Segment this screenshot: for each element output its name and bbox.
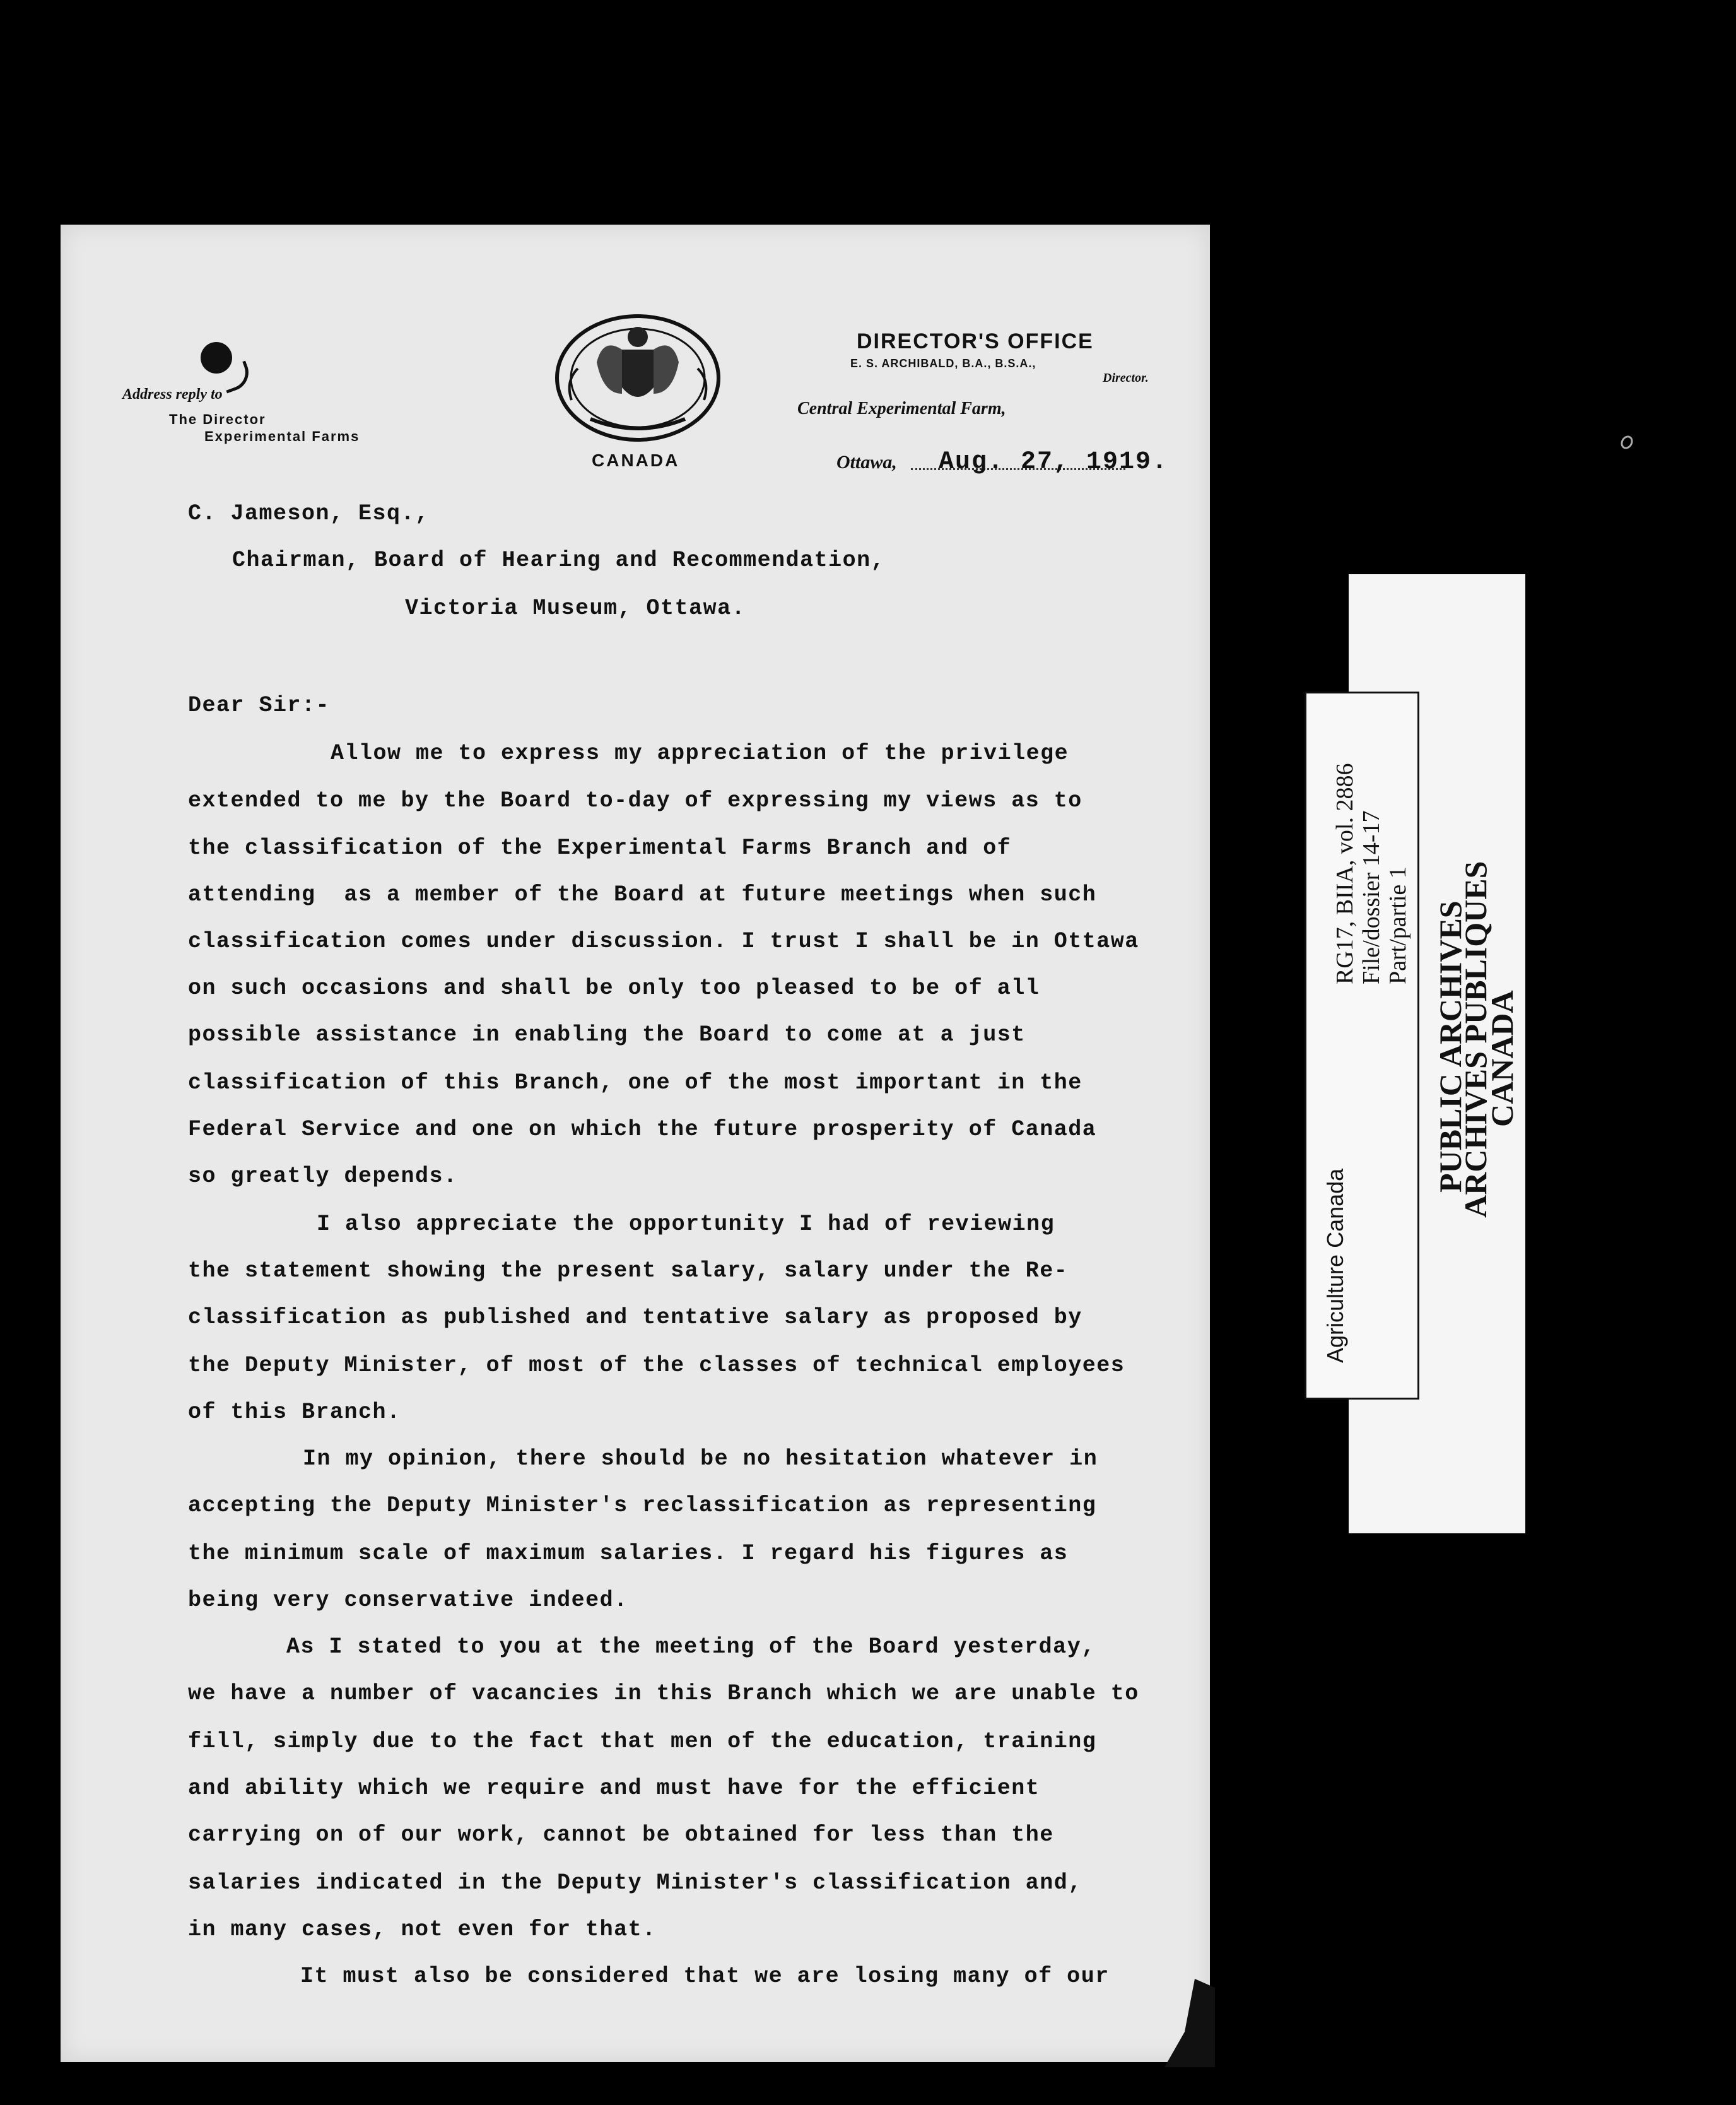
body-line: we have a number of vacancies in this Branch which we are unable to [188, 1681, 1139, 1706]
recipient-title: Chairman, Board of Hearing and Recommendation, [232, 548, 886, 573]
torn-edge [1234, 358, 1278, 825]
address-reply-label: Address reply to [122, 386, 223, 403]
body-line: I also appreciate the opportunity I had of reviewing [317, 1212, 1055, 1237]
body-line: of this Branch. [188, 1400, 401, 1425]
archive-stamp-french: ARCHIVES PUBLIQUES [1458, 861, 1493, 1218]
body-line: on such occasions and shall be only too pleased to be of all [188, 976, 1040, 1001]
department-crest-icon [553, 312, 723, 469]
farm-name: Central Experimental Farm, [797, 399, 1006, 418]
body-line: carrying on of our work, cannot be obtained for less than the [188, 1822, 1054, 1848]
body-line: possible assistance in enabling the Board to come at a just [188, 1022, 1026, 1047]
body-line: being very conservative indeed. [188, 1588, 628, 1613]
body-line: classification comes under discussion. I trust I shall be in Ottawa [188, 929, 1139, 954]
archive-stamp-country: CANADA [1484, 990, 1520, 1127]
archive-reference-volume: RG17, BIIA, vol. 2886 [1332, 763, 1358, 984]
body-line: Federal Service and one on which the future prosperity of Canada [188, 1117, 1097, 1142]
letter-date: Aug. 27, 1919. [939, 448, 1169, 476]
body-line: and ability which we require and must have for the efficient [188, 1776, 1040, 1801]
address-line-farms: Experimental Farms [204, 428, 360, 444]
body-line: attending as a member of the Board at future meetings when such [188, 882, 1097, 907]
archive-reference-part: Part/partie 1 [1385, 866, 1411, 984]
scan-speck [1619, 433, 1636, 451]
body-line: extended to me by the Board to-day of expressing my views as to [188, 788, 1082, 813]
body-line: As I stated to you at the meeting of the Board yesterday, [286, 1634, 1096, 1660]
torn-corner [1164, 1979, 1215, 2067]
body-line: the minimum scale of maximum salaries. I regard his figures as [188, 1541, 1069, 1566]
body-line: Allow me to express my appreciation of the privilege [331, 741, 1069, 766]
salutation: Dear Sir:- [188, 693, 331, 718]
body-line: classification as published and tentative salary as proposed by [188, 1305, 1082, 1330]
body-line: so greatly depends. [188, 1164, 458, 1189]
director-name: E. S. ARCHIBALD, B.A., B.S.A., [850, 357, 1036, 370]
body-line: the Deputy Minister, of most of the classes of technical employees [188, 1353, 1125, 1378]
body-line: the classification of the Experimental Farms Branch and of [188, 835, 1012, 861]
archive-reference-file: File/dossier 14-17 [1358, 810, 1385, 984]
address-line-director: The Director [169, 411, 266, 427]
archive-fonds: Agriculture Canada [1322, 1168, 1348, 1363]
body-line: fill, simply due to the fact that men of the education, training [188, 1729, 1097, 1754]
directors-office-heading: DIRECTOR'S OFFICE [857, 329, 1094, 353]
body-line: classification of this Branch, one of the most important in the [188, 1070, 1082, 1095]
place-name: Ottawa, [836, 452, 897, 473]
recipient-address: Victoria Museum, Ottawa. [405, 596, 746, 621]
body-line: salaries indicated in the Deputy Minister's classification and, [188, 1870, 1082, 1896]
archive-stamp-english: PUBLIC ARCHIVES [1433, 900, 1468, 1193]
body-line: It must also be considered that we are losing many of our [300, 1964, 1110, 1989]
letter-page [61, 225, 1210, 2062]
crest-caption: CANADA [592, 451, 680, 470]
recipient-name: C. Jameson, Esq., [188, 501, 430, 526]
director-title: Director. [1103, 371, 1149, 385]
body-line: In my opinion, there should be no hesitation whatever in [303, 1446, 1098, 1471]
body-line: the statement showing the present salary, salary under the Re- [188, 1258, 1069, 1283]
body-line: accepting the Deputy Minister's reclassification as representing [188, 1493, 1097, 1518]
body-line: in many cases, not even for that. [188, 1917, 657, 1942]
